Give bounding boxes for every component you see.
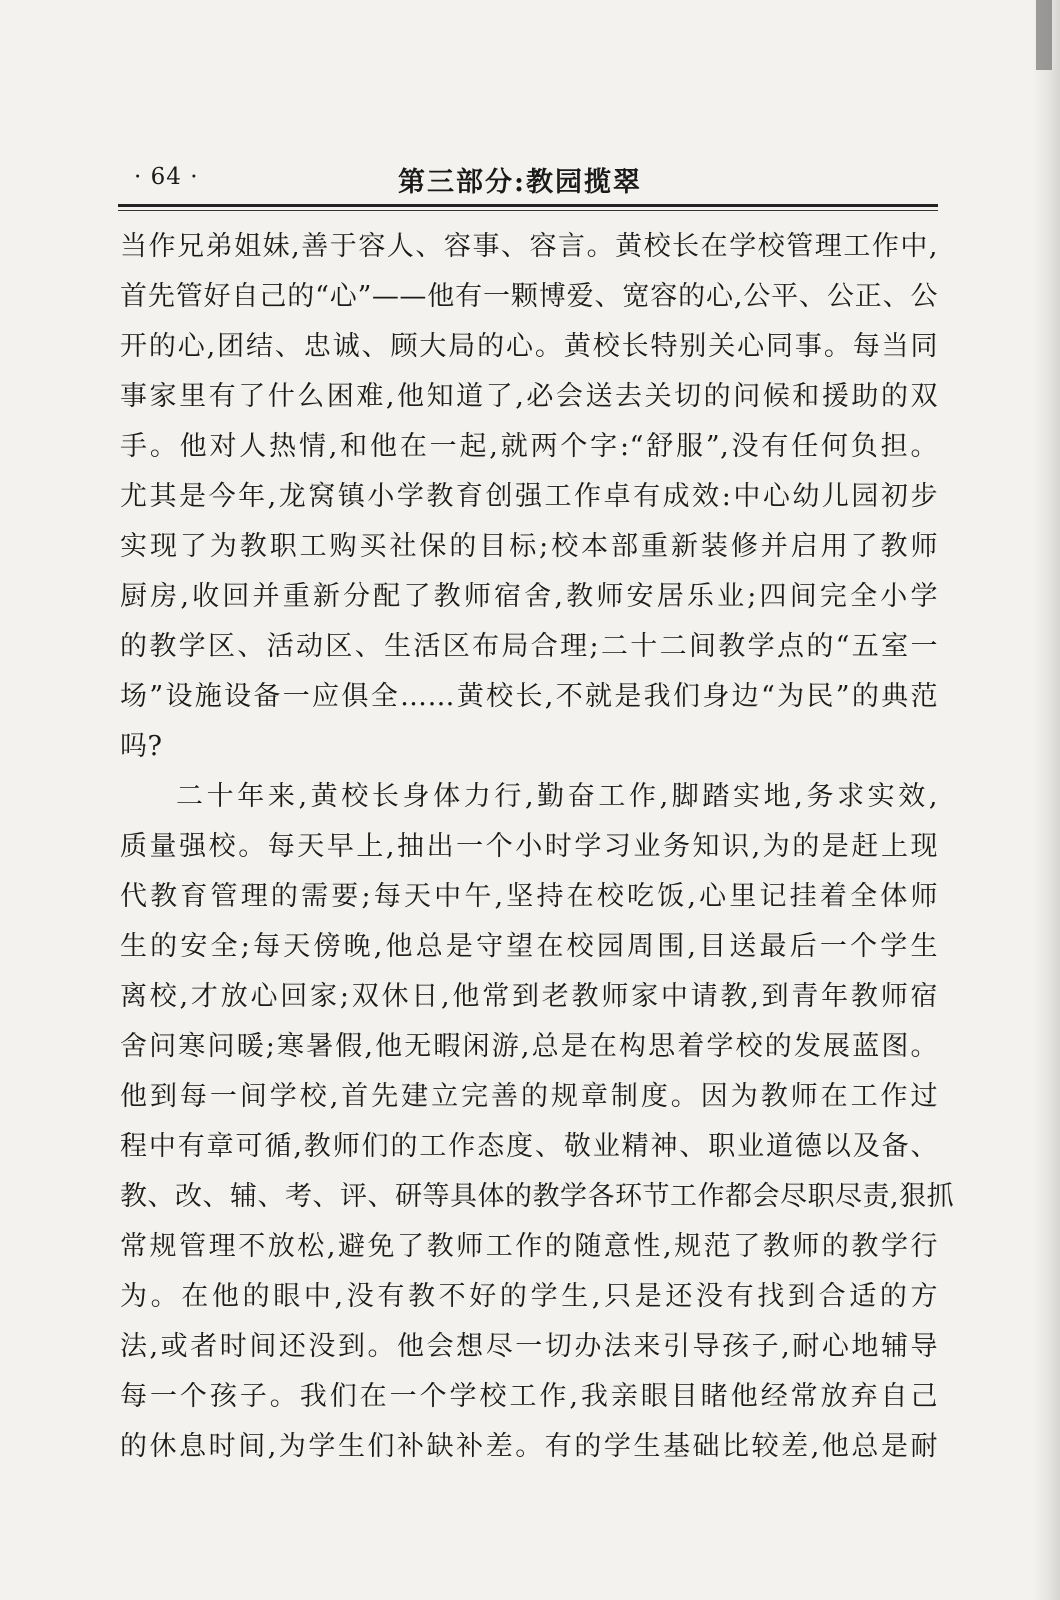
text-line: 的教学区、活动区、生活区布局合理;二十二间教学点的“五室一 [120,631,938,662]
text-line: 吗? [120,731,163,762]
running-header [118,158,938,202]
text-line: 教、改、辅、考、评、研等具体的教学各环节工作都会尽职尽责,狠抓 [120,1181,955,1212]
text-line: 场”设施设备一应俱全……黄校长,不就是我们身边“为民”的典范 [120,681,938,712]
text-line: 实现了为教职工购买社保的目标;校本部重新装修并启用了教师 [120,531,938,562]
text-line: 的休息时间,为学生们补缺补差。有的学生基础比较差,他总是耐 [120,1431,938,1462]
text-line: 他到每一间学校,首先建立完善的规章制度。因为教师在工作过 [120,1081,938,1112]
page-number: · 64 · [134,164,199,190]
scan-edge-shadow [1032,0,1060,1600]
text-line: 常规管理不放松,避免了教师工作的随意性,规范了教师的教学行 [120,1231,938,1262]
text-line: 当作兄弟姐妹,善于容人、容事、容言。黄校长在学校管理工作中, [120,231,938,262]
text-line: 厨房,收回并重新分配了教师宿舍,教师安居乐业;四间完全小学 [120,581,938,612]
text-line: 法,或者时间还没到。他会想尽一切办法来引导孩子,耐心地辅导 [120,1331,938,1362]
text-line: 离校,才放心回家;双休日,他常到老教师家中请教,到青年教师宿 [120,981,938,1012]
text-line: 生的安全;每天傍晚,他总是守望在校园周围,目送最后一个学生 [120,931,938,962]
header-rule-thin [118,210,938,211]
text-line: 开的心,团结、忠诚、顾大局的心。黄校长特别关心同事。每当同 [120,331,938,362]
text-line: 为。在他的眼中,没有教不好的学生,只是还没有找到合适的方 [120,1281,938,1312]
text-line: 每一个孩子。我们在一个学校工作,我亲眼目睹他经常放弃自己 [120,1381,938,1412]
text-line: 程中有章可循,教师们的工作态度、敬业精神、职业道德以及备、 [120,1131,938,1162]
text-line: 代教育管理的需要;每天中午,坚持在校吃饭,心里记挂着全体师 [120,881,938,912]
scan-edge-mark [1036,0,1052,70]
text-line: 质量强校。每天早上,抽出一个小时学习业务知识,为的是赶上现 [120,831,938,862]
body-text [120,222,955,1472]
running-title: 第三部分:教园揽翠 [398,167,642,198]
text-line: 二十年来,黄校长身体力行,勤奋工作,脚踏实地,务求实效, [176,781,938,812]
header-rule-thick [118,204,938,207]
text-line: 首先管好自己的“心”——他有一颗博爱、宽容的心,公平、公正、公 [120,281,938,312]
text-line: 舍问寒问暖;寒暑假,他无暇闲游,总是在构思着学校的发展蓝图。 [120,1031,938,1062]
text-line: 手。他对人热情,和他在一起,就两个字:“舒服”,没有任何负担。 [120,431,938,462]
text-line: 尤其是今年,龙窝镇小学教育创强工作卓有成效:中心幼儿园初步 [120,481,938,512]
text-line: 事家里有了什么困难,他知道了,必会送去关切的问候和援助的双 [120,381,938,412]
